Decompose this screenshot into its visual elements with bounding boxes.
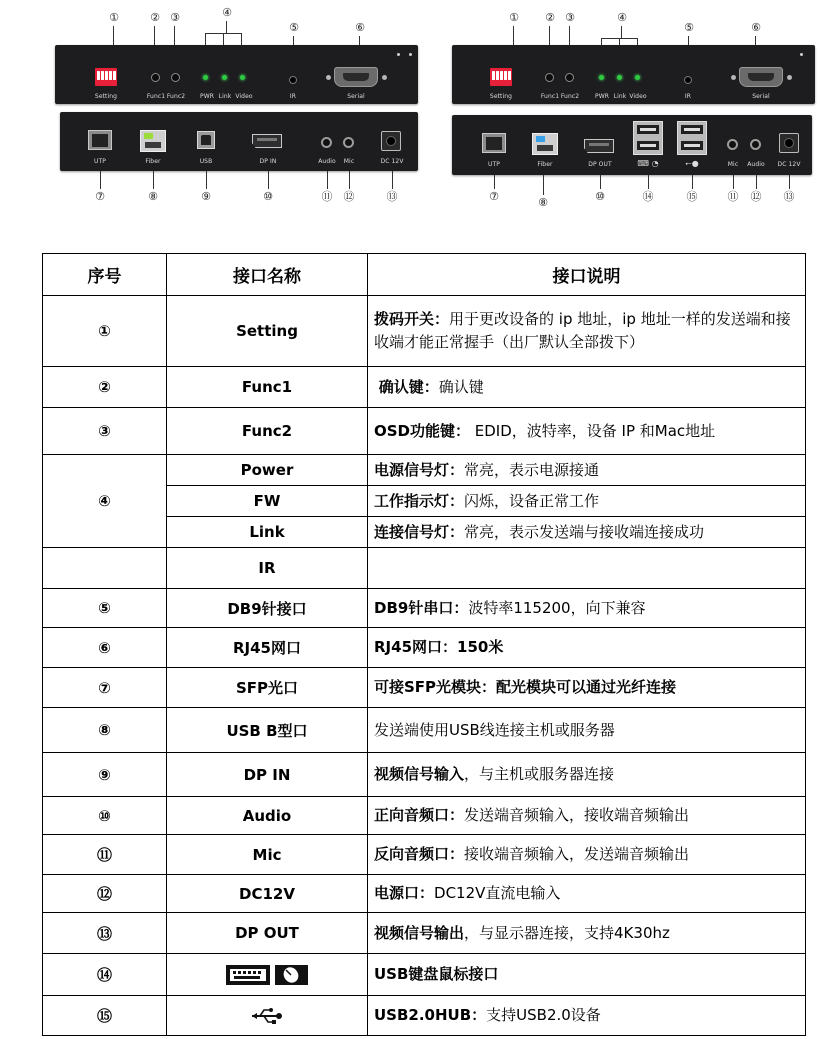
row-no: ⑩ <box>43 797 167 835</box>
table-row <box>43 954 806 996</box>
label-utp: UTP <box>488 161 500 168</box>
callout-12: ⑫ <box>343 190 355 203</box>
table-row <box>43 875 806 913</box>
callout-1: ① <box>509 11 519 24</box>
row-no: ⑪ <box>43 835 167 875</box>
callout-15: ⑮ <box>686 190 698 203</box>
row-name: DP IN <box>167 753 368 797</box>
label-link: Link <box>218 93 232 100</box>
row-no: ④ <box>43 455 167 548</box>
table-row <box>43 996 806 1036</box>
callout-3: ③ <box>170 11 180 24</box>
dip-switch <box>490 68 512 86</box>
label-func1: Func1 <box>540 93 560 100</box>
callout-8: ⑧ <box>538 196 548 209</box>
callout-2: ② <box>545 11 555 24</box>
row-name: IR <box>167 548 368 589</box>
dc-power-jack <box>381 131 401 151</box>
table-row <box>43 708 806 753</box>
callout-14: ⑭ <box>642 190 654 203</box>
row-no: ⑥ <box>43 628 167 668</box>
header-no: 序号 <box>43 254 167 296</box>
row-desc: 视频信号输出，与显示器连接，支持4K30hz <box>368 913 806 954</box>
label-audio: Audio <box>318 158 336 165</box>
row-no: ⑮ <box>43 996 167 1036</box>
video-led <box>635 75 640 80</box>
row-desc: 可接SFP光模块：配光模块可以通过光纤连接 <box>368 668 806 708</box>
row-desc: DB9针串口：波特率115200，向下兼容 <box>368 589 806 628</box>
sub-name-link: Link <box>249 523 285 541</box>
table-row <box>43 367 806 408</box>
callout-3: ③ <box>565 11 575 24</box>
row-name <box>167 996 368 1036</box>
label-fiber: Fiber <box>145 158 161 165</box>
transmitter-diagram <box>0 0 420 215</box>
callout-12: ⑫ <box>750 190 762 203</box>
label-dp-out: DP OUT <box>588 161 612 168</box>
audio-jack <box>321 137 332 148</box>
func2-button <box>565 73 574 82</box>
row-no <box>43 548 167 589</box>
row-name: USB B型口 <box>167 708 368 753</box>
label-mic: Mic <box>343 158 355 165</box>
row-name: Func1 <box>167 367 368 408</box>
table-header-row <box>43 254 806 296</box>
label-mic: Mic <box>727 161 739 168</box>
row-desc: 反向音频口：接收端音频输入，发送端音频输出 <box>368 835 806 875</box>
row-desc <box>368 548 806 589</box>
usb-symbol-icon: ⭠● <box>685 159 699 168</box>
callout-5: ⑤ <box>684 21 694 34</box>
utp-port <box>88 130 112 150</box>
table-row <box>43 797 806 835</box>
callout-6: ⑥ <box>751 21 761 34</box>
transmitter-front-panel <box>55 45 418 104</box>
label-usb: USB <box>199 158 213 165</box>
utp-port <box>482 133 506 153</box>
receiver-diagram <box>420 0 820 215</box>
callout-7: ⑦ <box>489 190 499 203</box>
usb-hub-ports <box>677 121 707 155</box>
table-row <box>43 455 806 548</box>
usb-keyboard-mouse-ports <box>633 121 663 155</box>
label-video: Video <box>235 93 253 100</box>
audio-jack <box>750 139 761 150</box>
row-no: ③ <box>43 408 167 455</box>
dc-power-jack <box>779 133 799 153</box>
row-name: DC12V <box>167 875 368 913</box>
callout-5: ⑤ <box>289 21 299 34</box>
row-no: ⑬ <box>43 913 167 954</box>
row-desc: 正向音频口：发送端音频输入，接收端音频输出 <box>368 797 806 835</box>
pwr-led <box>203 75 208 80</box>
func1-button <box>545 73 554 82</box>
video-led <box>240 75 245 80</box>
dp-out-port <box>584 139 614 153</box>
keyboard-mouse-icon <box>225 964 309 986</box>
row-no: ⑫ <box>43 875 167 913</box>
label-func1: Func1 <box>146 93 166 100</box>
fiber-sfp-port <box>532 133 558 155</box>
row-desc: USB2.0HUB：支持USB2.0设备 <box>368 996 806 1036</box>
label-dc: DC 12V <box>380 158 404 165</box>
row-name: SFP光口 <box>167 668 368 708</box>
ir-receiver <box>684 76 692 84</box>
label-video: Video <box>629 93 647 100</box>
header-name: 接口名称 <box>167 254 368 296</box>
row-desc: 确认键：确认键 <box>368 367 806 408</box>
row-name <box>167 455 368 548</box>
label-pwr: PWR <box>199 93 215 100</box>
table-row <box>43 589 806 628</box>
label-func2: Func2 <box>166 93 186 100</box>
callout-10: ⑩ <box>595 190 605 203</box>
label-ir: IR <box>289 93 297 100</box>
row-no: ⑧ <box>43 708 167 753</box>
dip-switch <box>95 68 117 86</box>
row-desc: 视频信号输入，与主机或服务器连接 <box>368 753 806 797</box>
callout-13: ⑬ <box>783 190 795 203</box>
row-name <box>167 954 368 996</box>
row-no: ⑦ <box>43 668 167 708</box>
callout-8: ⑧ <box>148 190 158 203</box>
row-desc: 电源信号灯：常亮，表示电源接通 工作指示灯：闪烁，设备正常工作 连接信号灯：常亮，表示发送端与接收端连接成功 <box>368 455 806 548</box>
table-row <box>43 913 806 954</box>
row-no: ⑨ <box>43 753 167 797</box>
label-fiber: Fiber <box>537 161 553 168</box>
callout-13: ⑬ <box>386 190 398 203</box>
row-name: RJ45网口 <box>167 628 368 668</box>
label-dc: DC 12V <box>777 161 801 168</box>
callout-11: ⑪ <box>321 190 333 203</box>
callout-7: ⑦ <box>95 190 105 203</box>
row-name: DP OUT <box>167 913 368 954</box>
serial-db9-port <box>739 67 783 87</box>
fiber-sfp-port <box>140 130 166 152</box>
row-desc: 拨码开关：用于更改设备的 ip 地址，ip 地址一样的发送端和接收端才能正常握手（出厂默认全部拨下） <box>368 296 806 367</box>
row-no: ⑤ <box>43 589 167 628</box>
label-serial: Serial <box>752 93 770 100</box>
ir-receiver <box>289 76 297 84</box>
row-name: Audio <box>167 797 368 835</box>
receiver-rear-panel <box>452 115 812 175</box>
func1-button <box>151 73 160 82</box>
receiver-front-panel <box>452 45 815 104</box>
callout-11: ⑪ <box>727 190 739 203</box>
label-serial: Serial <box>347 93 365 100</box>
link-led <box>617 75 622 80</box>
table-row <box>43 628 806 668</box>
sub-name-fw: FW <box>167 485 367 517</box>
sub-name-power: Power <box>240 461 294 479</box>
row-desc: RJ45网口：150米 <box>368 628 806 668</box>
table-row <box>43 548 806 589</box>
serial-db9-port <box>334 67 378 87</box>
table-row <box>43 296 806 367</box>
row-no: ① <box>43 296 167 367</box>
row-no: ⑭ <box>43 954 167 996</box>
func2-button <box>171 73 180 82</box>
table-row <box>43 753 806 797</box>
row-desc: 发送端使用USB线连接主机或服务器 <box>368 708 806 753</box>
row-desc: OSD功能键： EDID，波特率，设备 IP 和Mac地址 <box>368 408 806 455</box>
mic-jack <box>343 137 354 148</box>
callout-6: ⑥ <box>355 21 365 34</box>
header-desc: 接口说明 <box>368 254 806 296</box>
callout-2: ② <box>150 11 160 24</box>
label-audio: Audio <box>747 161 765 168</box>
label-ir: IR <box>684 93 692 100</box>
label-setting: Setting <box>94 93 118 100</box>
mic-jack <box>727 139 738 150</box>
label-dp-in: DP IN <box>259 158 277 165</box>
callout-4: ④ <box>617 11 627 24</box>
row-name: Mic <box>167 835 368 875</box>
callout-1: ① <box>109 11 119 24</box>
row-no: ② <box>43 367 167 408</box>
callout-10: ⑩ <box>263 190 273 203</box>
callout-4: ④ <box>222 6 232 19</box>
callout-9: ⑨ <box>201 190 211 203</box>
row-name: DB9针接口 <box>167 589 368 628</box>
row-desc: 电源口：DC12V直流电输入 <box>368 875 806 913</box>
table-row <box>43 408 806 455</box>
label-link: Link <box>613 93 627 100</box>
table-row <box>43 668 806 708</box>
row-name: Func2 <box>167 408 368 455</box>
transmitter-rear-panel <box>60 112 418 171</box>
usb-symbol-icon <box>250 1007 284 1025</box>
dp-in-port <box>252 134 282 148</box>
keyboard-mouse-icon: ⌨ ◔ <box>637 159 659 168</box>
interface-spec-table <box>42 253 806 1036</box>
link-led <box>222 75 227 80</box>
row-name: Setting <box>167 296 368 367</box>
pwr-led <box>599 75 604 80</box>
usb-b-port <box>197 131 215 149</box>
label-pwr: PWR <box>594 93 610 100</box>
label-func2: Func2 <box>560 93 580 100</box>
table-row <box>43 835 806 875</box>
label-setting: Setting <box>489 93 513 100</box>
label-utp: UTP <box>94 158 106 165</box>
row-desc: USB键盘鼠标接口 <box>368 954 806 996</box>
